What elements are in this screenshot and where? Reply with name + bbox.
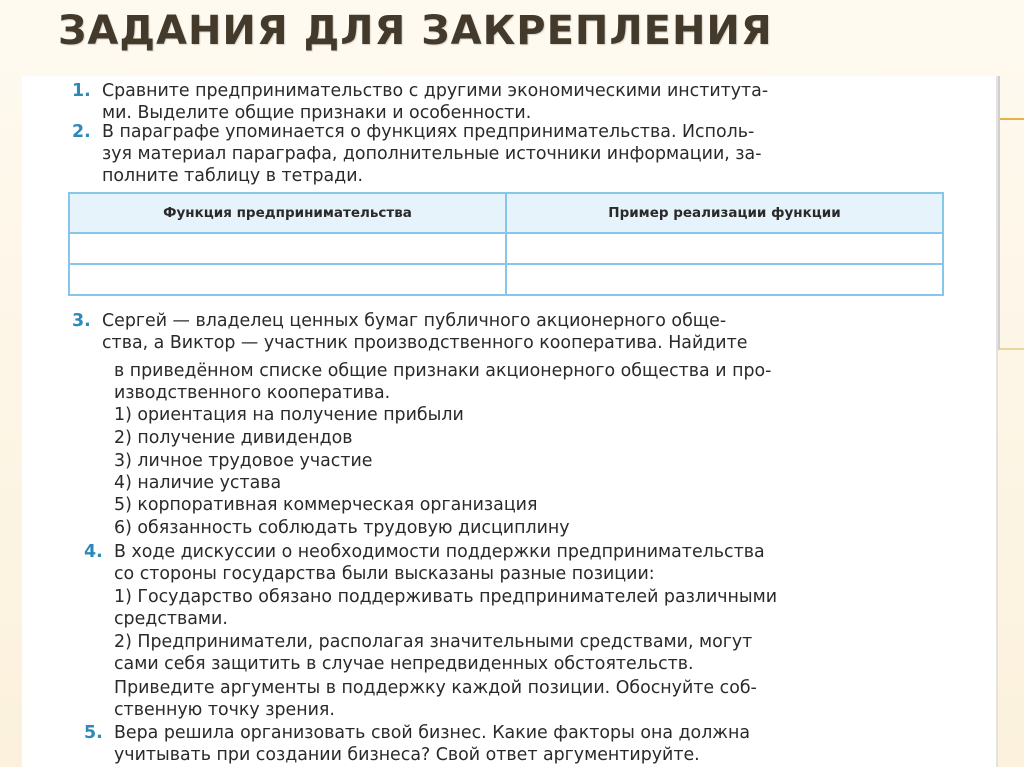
task-text-line: зуя материал параграфа, дополнительные источники информации, за- xyxy=(102,144,762,164)
task-text-line: средствами. xyxy=(114,609,228,629)
table-header-row xyxy=(69,193,943,233)
task-number: 4. xyxy=(84,542,103,562)
task-text-line: ства, а Виктор — участник производственного кооператива. Найдите xyxy=(102,333,748,353)
task-text-line: Сергей — владелец ценных бумаг публичного акционерного обще- xyxy=(102,311,727,331)
task-number: 5. xyxy=(84,723,103,743)
table-header-cell: Функция предпринимательства xyxy=(69,193,506,233)
decorative-line xyxy=(1000,118,1024,120)
list-item: 3) личное трудовое участие xyxy=(114,451,373,471)
task-text-line: Приведите аргументы в поддержку каждой позиции. Обоснуйте соб- xyxy=(114,678,757,698)
task-text-line: сами себя защитить в случае непредвиденных обстоятельств. xyxy=(114,654,694,674)
task-text-line: изводственного кооператива. xyxy=(114,383,391,403)
functions-table xyxy=(68,192,944,296)
list-item: 5) корпоративная коммерческая организация xyxy=(114,495,538,515)
table-cell xyxy=(69,233,506,264)
task-text-line: полните таблицу в тетради. xyxy=(102,166,364,186)
task-text-line: В ходе дискуссии о необходимости поддержки предпринимательства xyxy=(114,542,765,562)
task-number: 3. xyxy=(72,311,91,331)
table-cell xyxy=(506,264,943,295)
task-number: 2. xyxy=(72,122,91,142)
task-text-line: учитывать при создании бизнеса? Свой ответ аргументируйте. xyxy=(114,745,700,765)
decorative-line xyxy=(1000,348,1024,350)
task-text-line: Сравните предпринимательство с другими экономическими института- xyxy=(102,81,769,101)
task-text-line: Вера решила организовать свой бизнес. Какие факторы она должна xyxy=(114,723,750,743)
table-row xyxy=(69,264,943,295)
task-text-line: ственную точку зрения. xyxy=(114,700,335,720)
task-text-line: 1) Государство обязано поддерживать предпринимателей различными xyxy=(114,587,778,607)
table-header-cell: Пример реализации функции xyxy=(506,193,943,233)
task-text-line: со стороны государства были высказаны разные позиции: xyxy=(114,564,655,584)
list-item: 1) ориентация на получение прибыли xyxy=(114,405,464,425)
table-cell xyxy=(506,233,943,264)
task-text-line: 2) Предприниматели, располагая значительными средствами, могут xyxy=(114,632,753,652)
list-item: 6) обязанность соблюдать трудовую дисциплину xyxy=(114,518,570,538)
table-row xyxy=(69,233,943,264)
task-number: 1. xyxy=(72,81,91,101)
list-item: 4) наличие устава xyxy=(114,473,282,493)
task-text-line: ми. Выделите общие признаки и особенности. xyxy=(102,103,532,123)
task-text-line: В параграфе упоминается о функциях предпринимательства. Исполь- xyxy=(102,122,755,142)
task-text-line: в приведённом списке общие признаки акционерного общества и про- xyxy=(114,361,772,381)
table-cell xyxy=(69,264,506,295)
slide-title: ЗАДАНИЯ ДЛЯ ЗАКРЕПЛЕНИЯ xyxy=(58,8,773,54)
list-item: 2) получение дивидендов xyxy=(114,428,353,448)
